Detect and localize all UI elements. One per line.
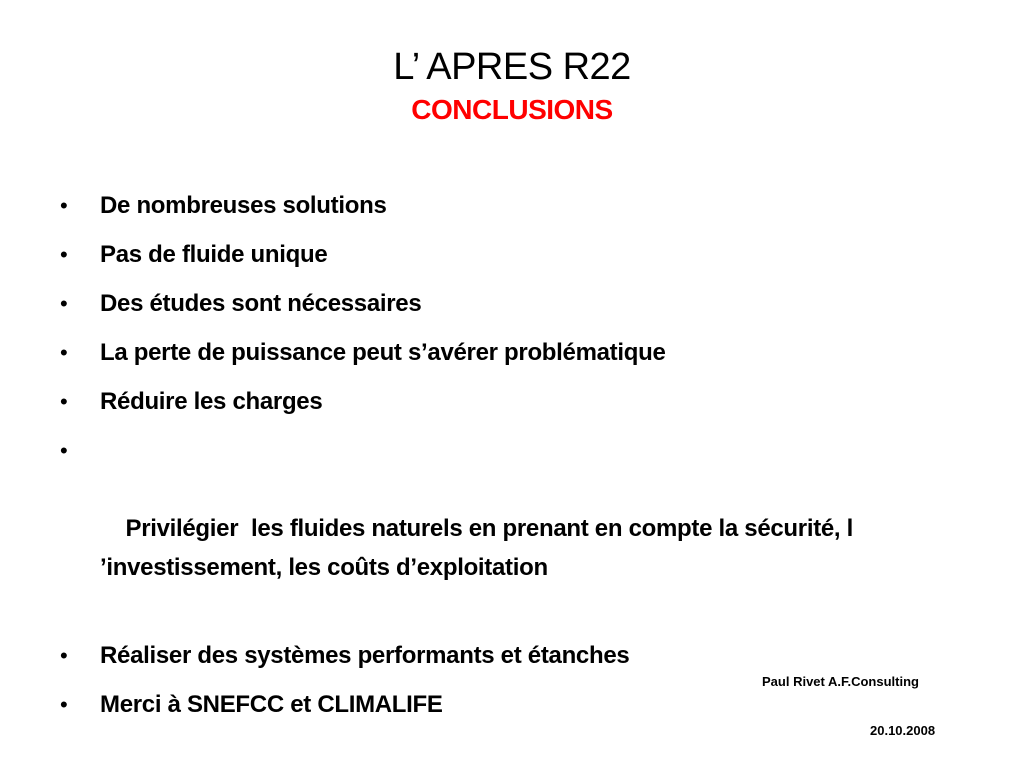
bullet-icon: • xyxy=(60,389,68,414)
bullet-icon: • xyxy=(60,643,68,668)
bullet-list xyxy=(58,186,958,734)
bullet-icon: • xyxy=(60,291,68,316)
bullet-icon: • xyxy=(60,340,68,365)
bullet-icon: • xyxy=(60,193,68,218)
list-item xyxy=(58,235,958,274)
bullet-text: Réduire les charges xyxy=(100,388,323,415)
list-item xyxy=(58,636,958,675)
bullet-icon: • xyxy=(60,438,68,463)
author-credit: Paul Rivet A.F.Consulting xyxy=(762,674,919,689)
bullet-text: Des études sont nécessaires xyxy=(100,290,422,317)
slide-subtitle: CONCLUSIONS xyxy=(411,94,613,125)
bullet-text: Privilégier les fluides naturels en prenant en compte la sécurité, l ’investissement, les coûts d’exploitation xyxy=(100,515,860,581)
list-item xyxy=(58,186,958,225)
list-item xyxy=(58,431,958,626)
bullet-text: La perte de puissance peut s’avérer problématique xyxy=(100,339,666,366)
bullet-icon: • xyxy=(60,242,68,267)
list-item xyxy=(58,284,958,323)
bullet-text: De nombreuses solutions xyxy=(100,192,387,219)
title-block xyxy=(0,44,1024,128)
slide-title: L’ APRES R22 xyxy=(393,46,631,88)
bullet-icon: • xyxy=(60,692,68,717)
bullet-text: Pas de fluide unique xyxy=(100,241,328,268)
bullet-text: Réaliser des systèmes performants et étanches xyxy=(100,642,630,669)
list-item xyxy=(58,382,958,421)
list-item xyxy=(58,333,958,372)
presentation-date: 20.10.2008 xyxy=(870,723,936,738)
bullet-text: Merci à SNEFCC et CLIMALIFE xyxy=(100,691,443,718)
list-item xyxy=(58,685,958,724)
